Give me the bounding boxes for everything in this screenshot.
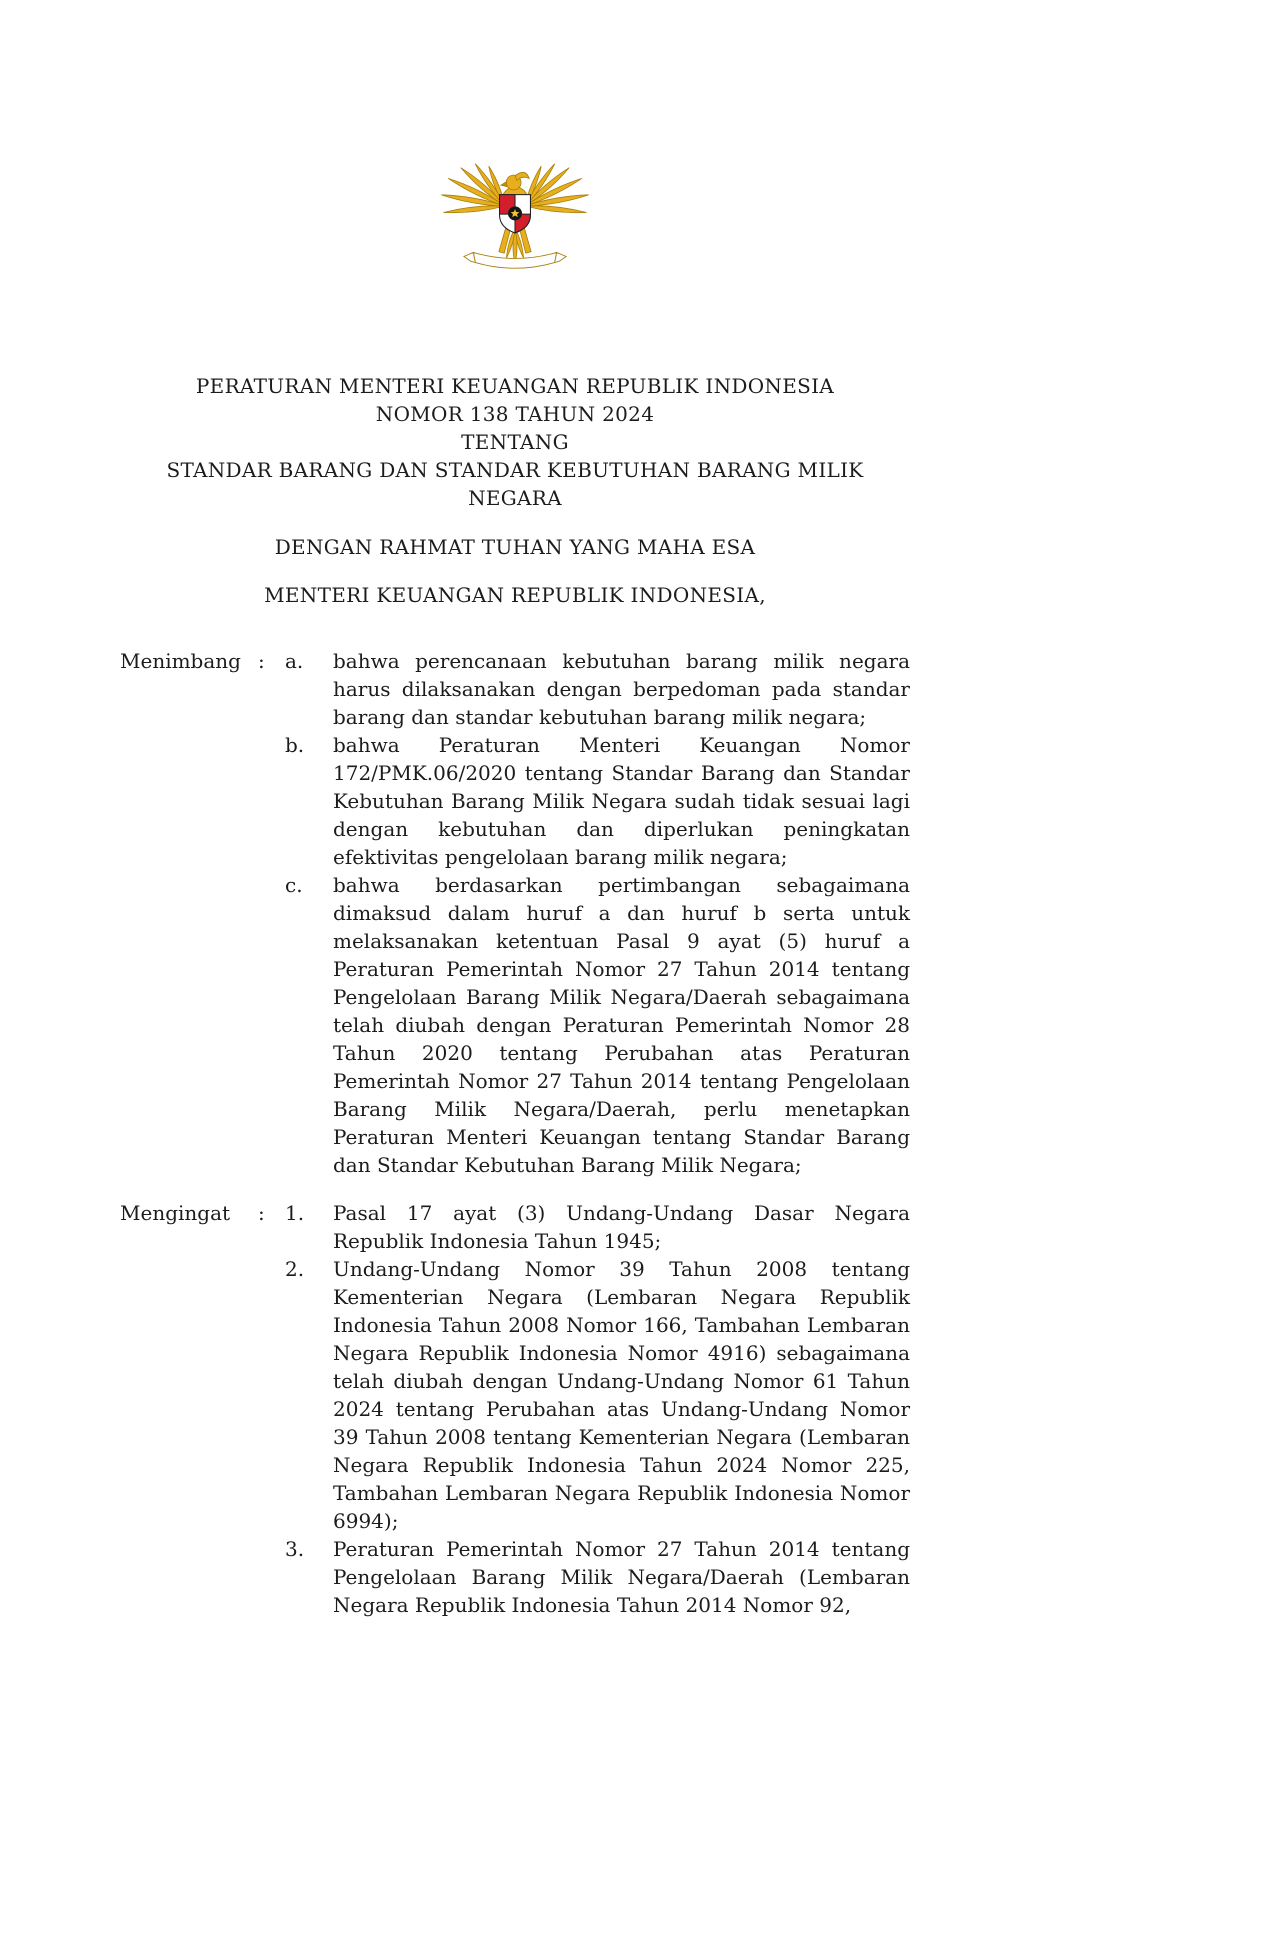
item-marker: 2. <box>285 1257 305 1281</box>
authority-line: MENTERI KEUANGAN REPUBLIK INDONESIA, <box>264 583 766 607</box>
legal-basis-item-3 <box>285 1535 910 1619</box>
legal-basis-item-2 <box>285 1255 910 1535</box>
section-colon: : <box>258 649 265 673</box>
item-marker: 1. <box>285 1201 305 1225</box>
title-line-regulation: PERATURAN MENTERI KEUANGAN REPUBLIK INDONESIA <box>195 374 835 398</box>
consideration-item-b <box>285 731 910 871</box>
title-line-tentang: TENTANG <box>461 430 569 454</box>
item-marker: 3. <box>285 1537 305 1561</box>
item-text: bahwa Peraturan Menteri Keuangan Nomor 172/PMK.06/2020 tentang Standar Barang dan Standar Kebutuhan Barang Milik Negara sudah tidak sesuai lagi dengan kebutuhan dan diperlukan peningkatan efektivitas pengelolaan barang milik negara; <box>333 733 910 869</box>
consideration-item-c <box>285 871 910 1179</box>
section-label: Mengingat <box>120 1201 231 1225</box>
consideration-item-a <box>285 647 910 731</box>
section-items <box>285 647 910 1179</box>
title-line-number: NOMOR 138 TAHUN 2024 <box>375 402 655 426</box>
section-label: Menimbang <box>120 649 241 673</box>
garuda-pancasila-emblem <box>441 122 589 280</box>
item-text: Pasal 17 ayat (3) Undang-Undang Dasar Negara Republik Indonesia Tahun 1945; <box>333 1201 910 1253</box>
legal-basis-item-1 <box>285 1199 910 1255</box>
document-content <box>120 0 910 1619</box>
title-block <box>120 372 910 512</box>
item-marker: a. <box>285 649 304 673</box>
item-text: bahwa perencanaan kebutuhan barang milik negara harus dilaksanakan dengan berpedoman pada standar barang dan standar kebutuhan barang milik negara; <box>333 649 910 729</box>
invocation-line: DENGAN RAHMAT TUHAN YANG MAHA ESA <box>274 535 756 559</box>
section-colon: : <box>258 1201 265 1225</box>
item-text: Peraturan Pemerintah Nomor 27 Tahun 2014 tentang Pengelolaan Barang Milik Negara/Daerah (Lembaran Negara Republik Indonesia Tahun 2014 Nomor 92, <box>333 1537 910 1617</box>
section-menimbang <box>120 647 910 1179</box>
section-mengingat <box>120 1199 910 1619</box>
item-marker: b. <box>285 733 305 757</box>
item-text: bahwa berdasarkan pertimbangan sebagaimana dimaksud dalam huruf a dan huruf b serta untuk melaksanakan ketentuan Pasal 9 ayat (5) huruf a Peraturan Pemerintah Nomor 27 Tahun 2014 tentang Pengelolaan Barang Milik Negara/Daerah sebagaimana telah diubah dengan Peraturan Pemerintah Nomor 28 Tahun 2020 tentang Perubahan atas Peraturan Pemerintah Nomor 27 Tahun 2014 tentang Pengelolaan Barang Milik Negara/Daerah, perlu menetapkan Peraturan Menteri Keuangan tentang Standar Barang dan Standar Kebutuhan Barang Milik Negara; <box>333 873 910 1177</box>
preamble-sections <box>120 647 910 1619</box>
title-line-subject: STANDAR BARANG DAN STANDAR KEBUTUHAN BARANG MILIK NEGARA <box>166 458 864 510</box>
emblem-container <box>120 122 910 280</box>
item-text: Undang-Undang Nomor 39 Tahun 2008 tentang Kementerian Negara (Lembaran Negara Republik Indonesia Tahun 2008 Nomor 166, Tambahan Lembaran Negara Republik Indonesia Nomor 4916) sebagaimana telah diubah dengan Undang-Undang Nomor 61 Tahun 2024 tentang Perubahan atas Undang-Undang Nomor 39 Tahun 2008 tentang Kementerian Negara (Lembaran Negara Republik Indonesia Tahun 2024 Nomor 225, Tambahan Lembaran Negara Republik Indonesia Nomor 6994); <box>333 1257 910 1533</box>
item-marker: c. <box>285 873 303 897</box>
section-items <box>285 1199 910 1619</box>
